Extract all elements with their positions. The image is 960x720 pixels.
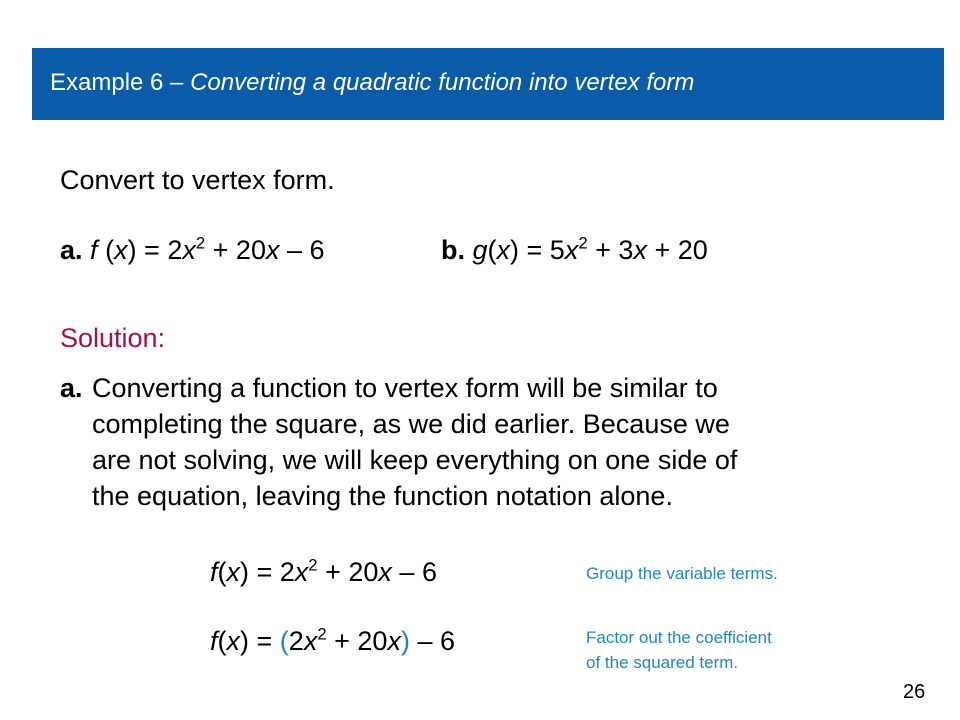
problem-a-fname: f	[90, 235, 98, 265]
problem-b-part2: + 3	[587, 235, 634, 265]
paragraph-marker: a.	[60, 373, 83, 403]
paragraph-line-3: are not solving, we will keep everything on one side of	[92, 445, 738, 475]
slide-title	[50, 69, 694, 97]
step-2-equation	[210, 626, 455, 657]
problem-b-part1: ) = 5	[510, 235, 565, 265]
step-2-var1: x	[226, 626, 241, 656]
problem-a	[60, 235, 325, 266]
problem-a-exponent: 2	[195, 233, 206, 253]
problem-a-var2: x	[182, 235, 196, 265]
paragraph-line-1-text: Converting a function to vertex form will be similar to	[92, 373, 718, 403]
paragraph-line-4: the equation, leaving the function notation alone.	[92, 481, 673, 511]
step-1-part2: + 20	[317, 557, 379, 587]
problem-b-var3: x	[633, 235, 647, 265]
problem-b-lparen: (	[487, 235, 497, 265]
step-1-lparen: (	[217, 557, 227, 587]
step-2-coefficient: 2	[288, 626, 304, 656]
step-2-var2: x	[303, 626, 318, 656]
page-number: 26	[903, 681, 926, 703]
problem-b-fname: g	[472, 235, 488, 265]
step-1-equation	[210, 557, 437, 588]
paragraph-line-2: completing the square, as we did earlier. Because we	[92, 409, 730, 439]
step-2-fname: f	[210, 626, 218, 656]
problem-b-var2: x	[564, 235, 579, 265]
step-1-fname: f	[210, 557, 218, 587]
step-2-part1: ) =	[240, 626, 280, 656]
solution-label: Solution:	[60, 323, 166, 353]
step-2-part2: + 20	[326, 626, 388, 656]
problem-a-var3: x	[265, 235, 280, 265]
step-2-note-line-1: Factor out the coefficient	[586, 628, 772, 647]
paragraph-line-1	[60, 370, 880, 406]
slide-header	[32, 48, 944, 120]
step-2-part3: – 6	[409, 626, 455, 656]
step-1-part3: – 6	[391, 557, 437, 587]
problem-a-var1: x	[114, 235, 128, 265]
problem-a-lparen: (	[97, 235, 115, 265]
solution-paragraph	[60, 370, 880, 514]
step-2-note-line-2: of the squared term.	[586, 653, 739, 672]
problem-a-part3: – 6	[279, 235, 325, 265]
problem-b	[441, 235, 708, 266]
problem-b-label: b.	[441, 235, 465, 265]
title-prefix: Example 6 –	[50, 69, 191, 96]
step-2-lparen: (	[217, 626, 227, 656]
step-2-var3: x	[387, 626, 401, 656]
intro-text: Convert to vertex form.	[60, 165, 335, 195]
step-1-var1: x	[226, 557, 241, 587]
title-subtitle: Converting a quadratic function into vertex form	[190, 69, 695, 96]
step-1-note: Group the variable terms.	[586, 564, 778, 583]
problem-b-part3: + 20	[646, 235, 708, 265]
step-1-part1: ) = 2	[240, 557, 295, 587]
step-2-close-paren: )	[400, 626, 410, 656]
problem-a-part2: + 20	[205, 235, 266, 265]
problem-a-part1: ) = 2	[127, 235, 183, 265]
step-1-var2: x	[294, 557, 309, 587]
step-2-note	[586, 625, 772, 675]
problem-a-label: a.	[60, 235, 83, 265]
step-2-open-paren: (	[279, 626, 289, 656]
step-2-exponent: 2	[317, 624, 327, 644]
step-1-var3: x	[378, 557, 392, 587]
problem-b-var1: x	[496, 235, 511, 265]
step-1-exponent: 2	[308, 555, 318, 575]
problem-b-exponent: 2	[578, 233, 588, 253]
